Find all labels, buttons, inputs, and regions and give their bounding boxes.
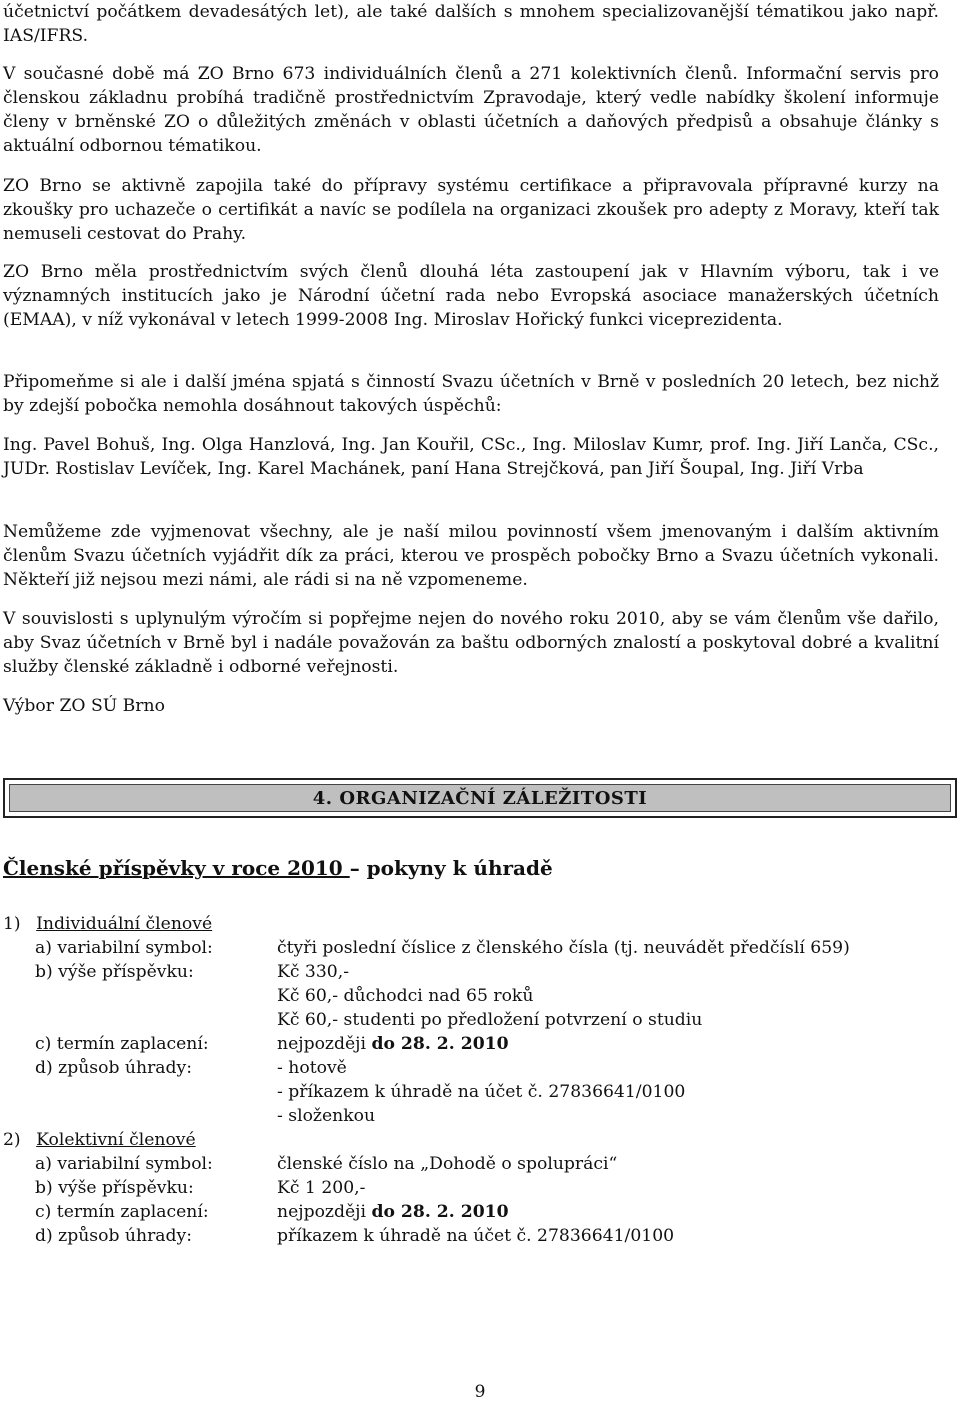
collective-term-date: do 28. 2. 2010 [371,1202,509,1222]
individual-term-prefix: nejpozději [277,1034,372,1054]
individual-title: Individuální členové [36,914,213,934]
individual-number: 1) [3,914,21,934]
section-heading: 4. ORGANIZAČNÍ ZÁLEŽITOSTI [9,784,951,812]
collective-term-prefix: nejpozději [277,1202,372,1222]
individual-fee-label: b) výše příspěvku: [35,962,194,982]
paragraph-names-list: Ing. Pavel Bohuš, Ing. Olga Hanzlová, Ing. Jan Kouřil, CSc., Ing. Miloslav Kumr, prof. Ing. Jiří Lanča, CSc., JUDr. Rostislav Levíček, Ing. Karel Machánek, paní Hana Strejčková, pan Jiří Šoupal, Ing. Jiří Vrba [3,435,939,479]
individual-pay-value: - příkazem k úhradě na účet č. 27836641/0100 [277,1082,686,1102]
individual-fee-value: Kč 60,- důchodci nad 65 roků [277,986,534,1006]
paragraph-representation: ZO Brno měla prostřednictvím svých členů dlouhá léta zastoupení jak v Hlavním výboru, tak i ve významných institucích jako je Národní účetní rada nebo Evropská asociace manažerských účetních (EMAA), v níž vykonával v letech 1999-2008 Ing. Miroslav Hořický funkci viceprezidenta. [3,262,939,330]
paragraph-names-intro: Připomeňme si ale i další jména spjatá s činností Svazu účetních v Brně v posledních 20 letech, bez nichž by zdejší pobočka nemohla dosáhnout takových úspěchů: [3,372,939,416]
signature-committee: Výbor ZO SÚ Brno [3,696,165,716]
page-number: 9 [474,1382,486,1402]
collective-title: Kolektivní členové [36,1130,196,1150]
collective-var-value: členské číslo na „Dohodě o spolupráci“ [277,1154,618,1174]
subheading-rest: – pokyny k úhradě [349,856,553,880]
individual-pay-value: - hotově [277,1058,347,1078]
individual-var-label: a) variabilní symbol: [35,938,213,958]
subheading-underlined: Členské příspěvky v roce 2010 [3,856,350,880]
individual-title-row [3,912,212,936]
collective-number: 2) [3,1130,21,1150]
section-heading-box [3,778,957,818]
paragraph-membership: V současné době má ZO Brno 673 individuálních členů a 271 kolektivních členů. Informační servis pro členskou základnu probíhá tradičně prostřednictvím Zpravodaje, který vedle nabídky školení informuje členy v brněnské ZO o důležitých změnách v oblasti účetních a daňových předpisů a obsahuje články s aktuální odbornou tématikou. [3,64,939,156]
individual-fee-value: Kč 330,- [277,962,350,982]
paragraph-thanks: Nemůžeme zde vyjmenovat všechny, ale je naší milou povinností všem jmenovaným i dalším aktivním členům Svazu účetních vyjádřit dík za práci, kterou ve prospěch pobočky Brno a Svazu účetních vykonali. Někteří již nejsou mezi námi, ale rádi si na ně vzpomeneme. [3,522,939,590]
collective-pay-label: d) způsob úhrady: [35,1226,193,1246]
collective-var-label: a) variabilní symbol: [35,1154,213,1174]
individual-term-value [277,1032,509,1056]
collective-fee-value: Kč 1 200,- [277,1178,366,1198]
individual-term-label: c) termín zaplacení: [35,1034,209,1054]
collective-pay-value: příkazem k úhradě na účet č. 27836641/0100 [277,1226,675,1246]
individual-fee-value: Kč 60,- studenti po předložení potvrzení o studiu [277,1010,703,1030]
paragraph-wishes: V souvislosti s uplynulým výročím si popřejme nejen do nového roku 2010, aby se vám členům vše dařilo, aby Svaz účetních v Brně byl i nadále považován za baštu odborných znalostí a poskytoval dobré a kvalitní služby členské základně i odborné veřejnosti. [3,609,939,677]
collective-fee-label: b) výše příspěvku: [35,1178,194,1198]
collective-term-value [277,1200,509,1224]
individual-pay-value: - složenkou [277,1106,376,1126]
paragraph-certification: ZO Brno se aktivně zapojila také do přípravy systému certifikace a připravovala přípravné kurzy na zkoušky pro uchazeče o certifikát a navíc se podílela na organizaci zkoušek pro adepty z Moravy, kteří tak nemuseli cestovat do Prahy. [3,176,939,244]
collective-title-row [3,1128,196,1152]
individual-term-date: do 28. 2. 2010 [371,1034,509,1054]
individual-var-value: čtyři poslední číslice z členského čísla (tj. neuvádět předčíslí 659) [277,938,850,958]
individual-pay-label: d) způsob úhrady: [35,1058,193,1078]
collective-term-label: c) termín zaplacení: [35,1202,209,1222]
subheading-fees [3,855,553,881]
paragraph-intro-continuation: účetnictví počátkem devadesátých let), ale také dalších s mnohem specializovanější tématikou jako např. IAS/IFRS. [3,2,939,46]
